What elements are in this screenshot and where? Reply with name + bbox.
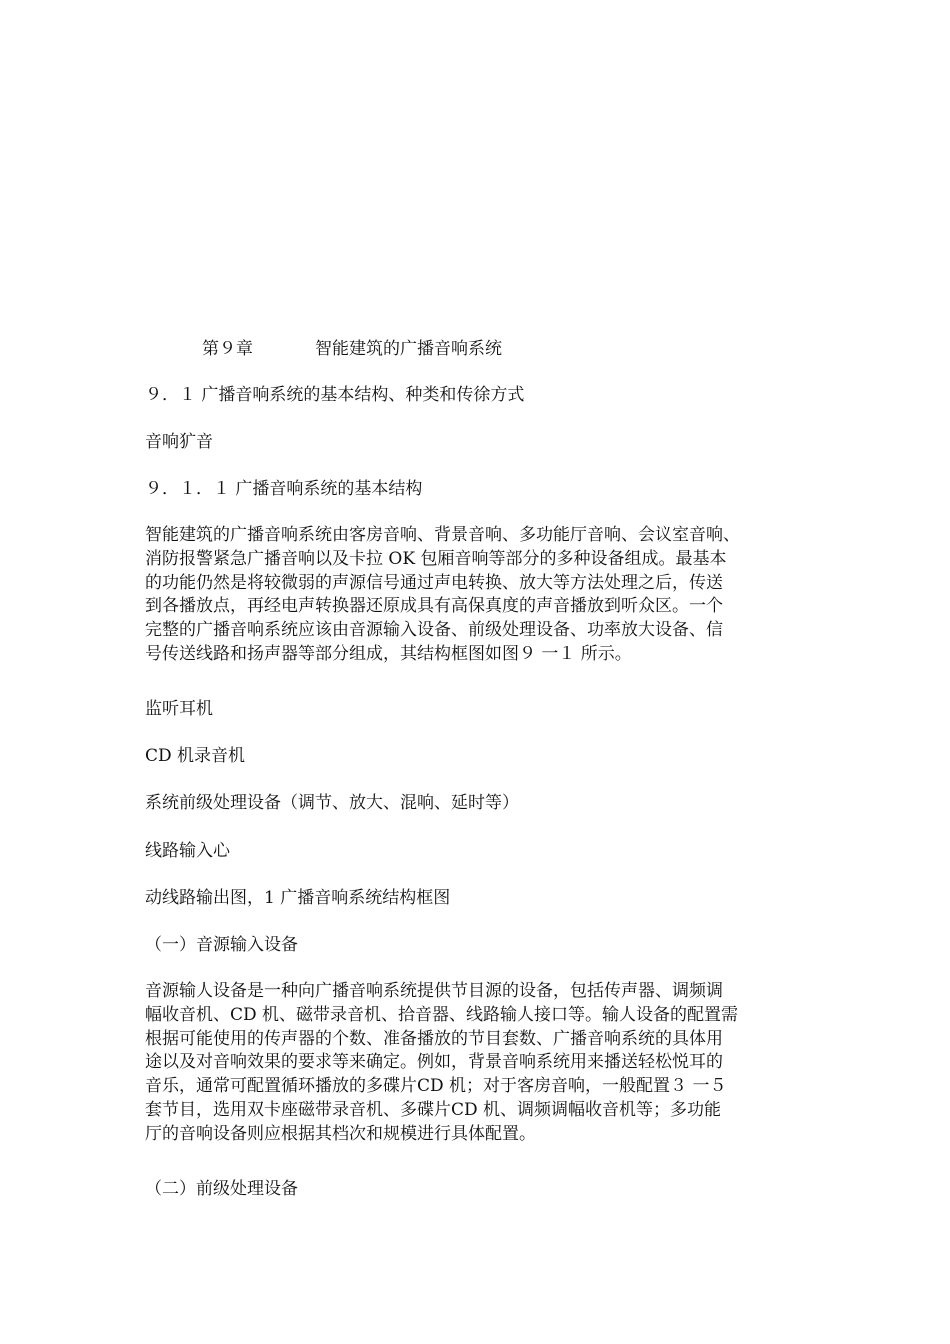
paragraph-basic-structure — [145, 524, 815, 667]
paragraph-line: 号传送线路和扬声器等部分组成，其结构框图如图９ 一１ 所示。 — [145, 643, 632, 664]
chapter-number: 第９章 — [202, 339, 253, 359]
subsection-heading-2: （二）前级处理设备 — [145, 1179, 298, 1199]
paragraph-line: 套节目，选用双卡座磁带录音机、多碟片CD 机、调频调幅收音机等；多功能 — [145, 1099, 722, 1120]
paragraph-line: 完整的广播音响系统应该由音源输入设备、前级处理设备、功率放大设备、信 — [145, 620, 723, 641]
paragraph-line: 途以及对音响效果的要求等来确定。例如，背景音响系统用来播送轻松悦耳的 — [145, 1052, 723, 1073]
paragraph-line: 根据可能使用的传声器的个数、准备播放的节目套数、广播音响系统的具体用 — [145, 1028, 723, 1049]
chapter-title: 智能建筑的广播音响系统 — [315, 339, 502, 359]
diagram-label-headphones: 监听耳机 — [145, 699, 213, 719]
paragraph-line: 到各播放点，再经电声转换器还原成具有高保真度的声音播放到听众区。一个 — [145, 596, 723, 617]
section-heading-9-1: ９．１ 广播音响系统的基本结构、种类和传徐方式 — [145, 385, 525, 405]
diagram-label-line-input: 线路输入心 — [145, 841, 230, 861]
diagram-label-cd-recorder: CD 机录音机 — [145, 746, 246, 766]
diagram-label-preprocessing: 系统前级处理设备（调节、放大、混响、延时等） — [145, 793, 519, 813]
figure-caption: 动线路输出图，1 广播音响系统结构框图 — [145, 888, 451, 908]
paragraph-line: 智能建筑的广播音响系统由客房音响、背景音响、多功能厅音响、会议室音响、 — [145, 525, 740, 545]
paragraph-line: 厅的音响设备则应根据其档次和规模进行具体配置。 — [145, 1123, 536, 1144]
paragraph-line: 音乐，通常可配置循环播放的多碟片CD 机；对于客房音响，一般配置３ 一５ — [145, 1076, 727, 1097]
section-heading-9-1-1: ９．１．１ 广播音响系统的基本结构 — [145, 479, 423, 499]
paragraph-line: 的功能仍然是将较微弱的声源信号通过声电转换、放大等方法处理之后，传送 — [145, 572, 723, 593]
chapter-heading — [0, 337, 950, 361]
paragraph-line: 音源输人设备是一种向广播音响系统提供节目源的设备，包括传声器、调频调 — [145, 981, 723, 1001]
subsection-heading-1: （一）音源输入设备 — [145, 935, 298, 955]
paragraph-line: 消防报警紧急广播音响以及卡拉 OK 包厢音响等部分的多种设备组成。最基本 — [145, 548, 727, 569]
label-amplify: 音响犷音 — [145, 432, 213, 452]
paragraph-audio-source — [145, 980, 815, 1147]
paragraph-line: 幅收音机、CD 机、磁带录音机、拾音器、线路输人接口等。输人设备的配置需 — [145, 1004, 739, 1025]
